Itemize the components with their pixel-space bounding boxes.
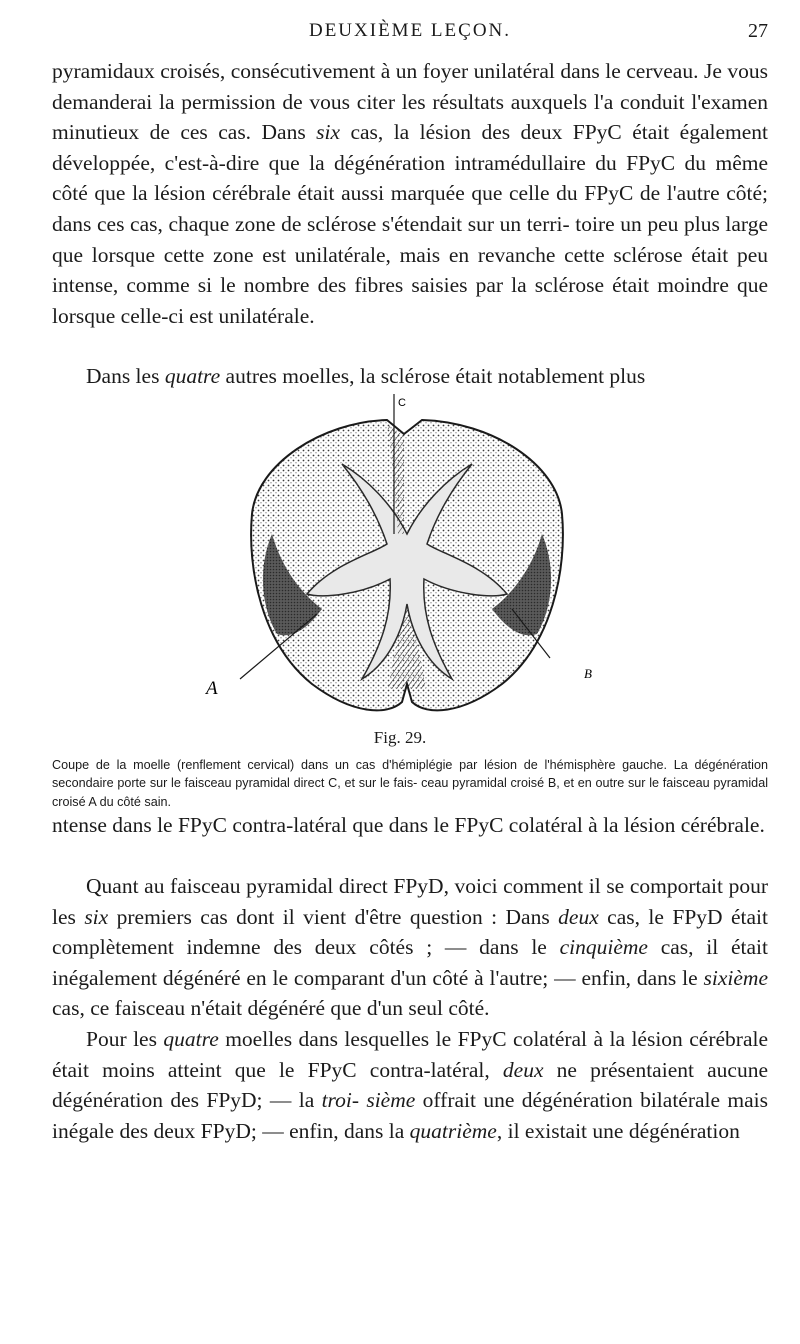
label-c: C [398,397,406,409]
paragraph-2: Dans les quatre autres moelles, la sclérose était notablement plus [86,364,646,388]
spinal-cord-section-figure [206,394,602,738]
label-a: A [206,678,218,699]
running-title: DEUXIÈME LEÇON. [308,20,512,41]
figure-number: Fig. 29. [373,728,427,747]
page-number: 27 [748,20,768,42]
label-b: B [584,666,592,681]
paragraph-1: pyramidaux croisés, consécutivement à un foyer unilatéral dans le cerveau. Je vous demanderai la permission de vous citer les résultats auxquels l'a conduit l'examen minutieux de ces cas. Dans six cas, la lésion des deux FPyC était également développée, c'est-à-dire que la dégénération intramédullaire du FPyC du même côté que la lésion cérébrale était aussi marquée que celle du FPyC de l'autre côté; dans ces cas, chaque zone de sclérose s'étendait sur un terri- toire un peu plus large que lorsque cette zone est unilatérale, mais en revanche cette sclérose était peu intense, comme si le nombre des fibres saisies par la sclérose était moindre que lorsque celle-ci est unilatérale. [52,59,768,328]
paragraph-3: ntense dans le FPyC contra-latéral que dans le FPyC colatéral à la lésion cérébrale. [52,813,765,837]
paragraph-5: Pour les quatre moelles dans lesquelles le FPyC colatéral à la lésion cérébrale était moins atteint que le FPyC contra-latéral, deux ne présentaient aucune dégénération des FPyD; — la troi- sième offrait une dégénération bilatérale mais inégale des deux FPyD; — enfin, dans la quatrième, il existait une dégénération [52,1027,768,1143]
figure-caption: Coupe de la moelle (renflement cervical) dans un cas d'hémiplégie par lésion de l'hémisphère gauche. La dégénération secondaire porte sur le faisceau pyramidal direct C, et sur le fais- ceau pyramidal croisé B, et en outre sur le faisceau pyramidal croisé A du côté sain. [52,758,768,809]
paragraph-4: Quant au faisceau pyramidal direct FPyD, voici comment il se comportait pour les six premiers cas dont il vient d'être question : Dans deux cas, le FPyD était complètement indemne des deux côtés ; — dans le cinquième cas, il était inégalement dégénéré en le comparant d'un côté à l'autre; — enfin, dans le sixième cas, ce faisceau n'était dégénéré que d'un seul côté. [52,874,768,1021]
page-header [52,18,768,48]
